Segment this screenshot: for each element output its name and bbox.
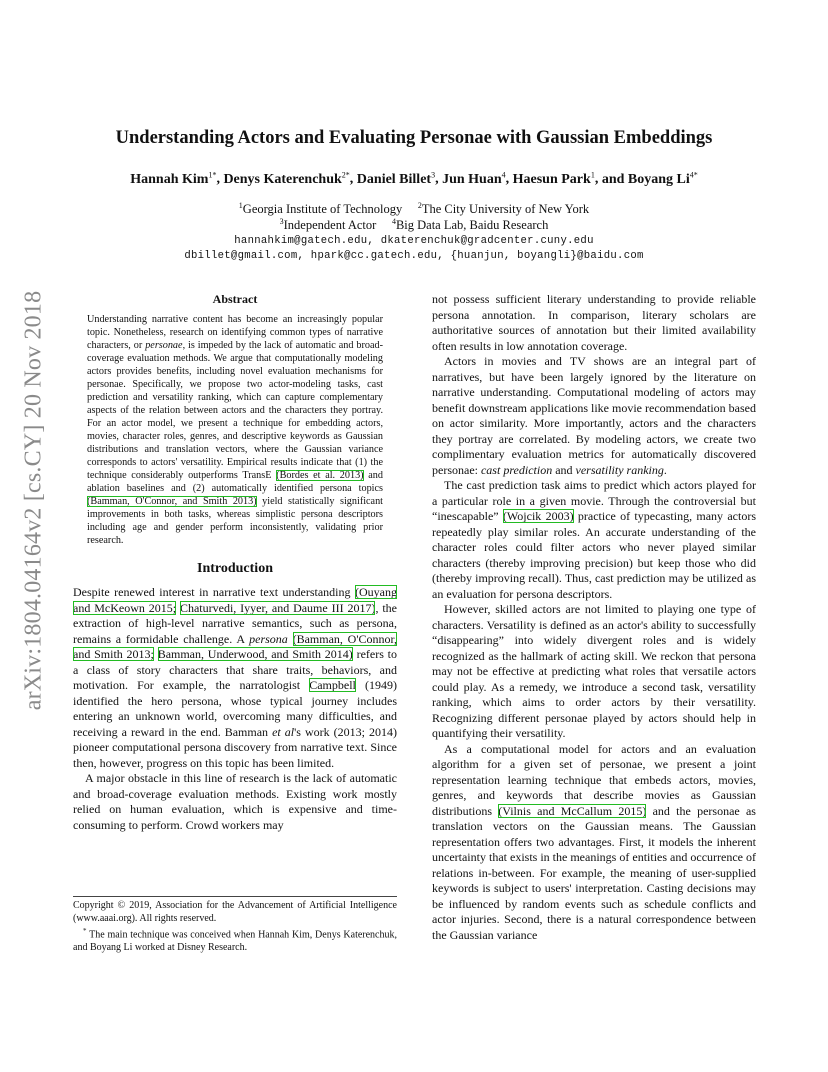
arxiv-identifier-text: arXiv:1804.04164v2 [cs.CY] 20 Nov 2018 xyxy=(20,290,47,710)
footnotes xyxy=(73,896,397,954)
arxiv-identifier-stamp xyxy=(14,260,54,740)
abstract-heading: Abstract xyxy=(212,292,258,306)
author: Haesun Park$^1$ xyxy=(512,170,595,187)
author-emails-line-2: dbillet@gmail.com, hpark@cc.gatech.edu, {huanjun, boyangli}@baidu.com xyxy=(184,250,644,262)
citation-link[interactable]: Chaturvedi, Iyyer, and Daume III 2017) xyxy=(179,600,376,615)
citation-link[interactable]: Campbell xyxy=(309,678,356,692)
citation-link[interactable]: (Bamman, O'Connor, and Smith 2013) xyxy=(87,496,257,507)
affiliations-line-1 xyxy=(60,201,768,217)
author: Denys Katerenchuk$^{2*}$ xyxy=(223,170,350,187)
citation-link[interactable]: (Bamman, O'Connor, and Smith 2013; xyxy=(73,631,398,661)
right-paragraph-5: As a computational model for actors and an evaluation algorithm for a given set of personae, we present a joint representation learning technique that embeds actors, movies, genres, and keywords that describe movies as Gaussian distributions (Vilnis and McCallum 2015) and the personae as translation vectors on the Gaussian means. The Gaussian representation offers two advantages. First, it models the inherent uncertainty that exists in the meanings of entities and occurrence of relations in-between. For example, the meaning of user-supplied keywords is subject to users' interpretation. Casting decisions may be influenced by random events such as schedule conflicts and actor injuries. Second, there is a natural correspondence between the Gaussian variance xyxy=(432,741,756,942)
author-emails-line-1: hannahkim@gatech.edu, dkaterenchuk@gradcenter.cuny.edu xyxy=(234,235,594,247)
right-paragraph-2: Actors in movies and TV shows are an integral part of narratives, but have been largely ignored by the literature on narrative understanding. Computational modeling of actors may benefit downstream applications like movie recommendation based on actor similarity. More importantly, actors and the characters they portray are correlated. By modeling actors, we create two complimentary evaluation metrics for automatically discovered personae: cast prediction and versatility ranking. xyxy=(432,354,756,477)
introduction-heading: Introduction xyxy=(197,561,273,576)
left-column xyxy=(73,292,397,833)
abstract-text: Understanding narrative content has become an increasingly popular topic. Nonetheless, research on identifying common types of narrative characters, or personae, is impeded by the lack of automatic and broad-coverage evaluation methods. We argue that computationally modeling actors provides benefits, including novel evaluation mechanisms for personae. Specifically, we propose two actor-modeling tasks, cast prediction and versatility ranking, which can capture complementary aspects of the relation between actors and the characters they portray. For an actor model, we present a technique for embedding actors, movies, character roles, genres, and descriptive keywords as Gaussian distributions and translation vectors, where the Gaussian variance corresponds to actors' versatility. Empirical results indicate that (1) the technique considerably outperforms TransE (Bordes et al. 2013) and ablation baselines and (2) automatically identified persona topics (Bamman, O'Connor, and Smith 2013) yield statistically significant improvements in both tasks, whereas simplistic persona descriptors including age and gender perform inconsistently, validating prior research. xyxy=(87,314,384,546)
author: Jun Huan$^4$ xyxy=(442,170,506,187)
author-footnote: * The main technique was conceived when Hannah Kim, Denys Katerenchuk, and Boyang Li worked at Disney Research. xyxy=(73,927,397,953)
citation-link[interactable]: (Bordes et al. 2013) xyxy=(276,470,364,481)
intro-paragraph-2: A major obstacle in this line of research is the lack of automatic and broad-coverage evaluation methods. Existing work mostly relied on human evaluation, which is expensive and time-consuming to perform. Crowd workers may xyxy=(73,771,397,832)
paper-title: Understanding Actors and Evaluating Personae with Gaussian Embeddings xyxy=(115,128,713,148)
author: Hannah Kim$^{1*}$ xyxy=(130,170,217,187)
affiliation: $^2$The City University of New York xyxy=(417,201,590,217)
affiliation: $^4$Big Data Lab, Baidu Research xyxy=(391,217,549,233)
author: and Boyang $Li^{4*}$ xyxy=(601,170,698,187)
author: Daniel Billet$^3$ xyxy=(356,170,436,187)
citation-link[interactable]: Bamman, Underwood, and Smith 2014) xyxy=(157,647,353,661)
citation-link[interactable]: (Wojcik 2003) xyxy=(502,509,574,523)
affiliation: $^3$Independent Actor xyxy=(279,217,377,233)
right-paragraph-3: The cast prediction task aims to predict which actors played for a particular role in a given movie. Through the controversial but “inescapable” (Wojcik 2003) practice of typecasting, many actors repeatedly play similar roles. An accurate understanding of the character roles could filter actors who never played similar characters (thereby improving precision) but keep those who did (thereby improving recall). Thus, cast prediction may be utilized as an evaluation for persona descriptors. xyxy=(432,478,756,601)
author-list: Hannah Kim$^{1*}$, Denys Katerenchuk$^{2*}$, Daniel Billet$^3$, Jun Huan$^4$, Haesun Park$^1$, and Boyang $Li^{4*}$ xyxy=(130,170,698,187)
copyright-notice: Copyright © 2019, Association for the Advancement of Artificial Intelligence (www.aaai.org). All rights reserved. xyxy=(73,900,397,924)
right-paragraph-1: not possess sufficient literary understanding to provide reliable persona annotation. In comparison, literary scholars are authoritative sources of annotation but their limited availability often results in low annotation coverage. xyxy=(432,292,756,353)
right-column xyxy=(432,292,756,943)
citation-link[interactable]: (Vilnis and McCallum 2015) xyxy=(498,803,647,818)
right-paragraph-4: However, skilled actors are not limited to playing one type of characters. Versatility is defined as an actor's ability to successfully “disappearing” into widely divergent roles and is widely recognized as the hallmark of acting skill. We reckon that persona may not be effective at predicting what roles that versatile actors could play. As a remedy, we introduce a second task, versatility ranking, which aims to order actors by their versatility. Recognizing different personae played by actors should help in quantifying their versatility. xyxy=(432,602,756,740)
affiliations-line-2 xyxy=(60,217,768,233)
affiliation: $^1$Georgia Institute of Technology xyxy=(238,201,403,217)
intro-paragraph-1: Despite renewed interest in narrative text understanding (Ouyang and McKeown 2015; Chaturvedi, Iyyer, and Daume III 2017), the extraction of high-level narrative semantics, such as persona, remains a formidable challenge. A persona (Bamman, O'Connor, and Smith 2013; Bamman, Underwood, and Smith 2014) refers to a class of story characters that share traits, behaviors, and motivation. For example, the narratologist Campbell (1949) identified the hero persona, whose typical journey includes entering an unknown world, overcoming many difficulties, and receiving a reward in the end. Bamman et al's work (2013; 2014) pioneer computational persona discovery from narrative text. Since then, however, progress on this topic has been limited. xyxy=(73,585,398,770)
citation-link[interactable]: (Ouyang and McKeown 2015; xyxy=(73,585,397,615)
